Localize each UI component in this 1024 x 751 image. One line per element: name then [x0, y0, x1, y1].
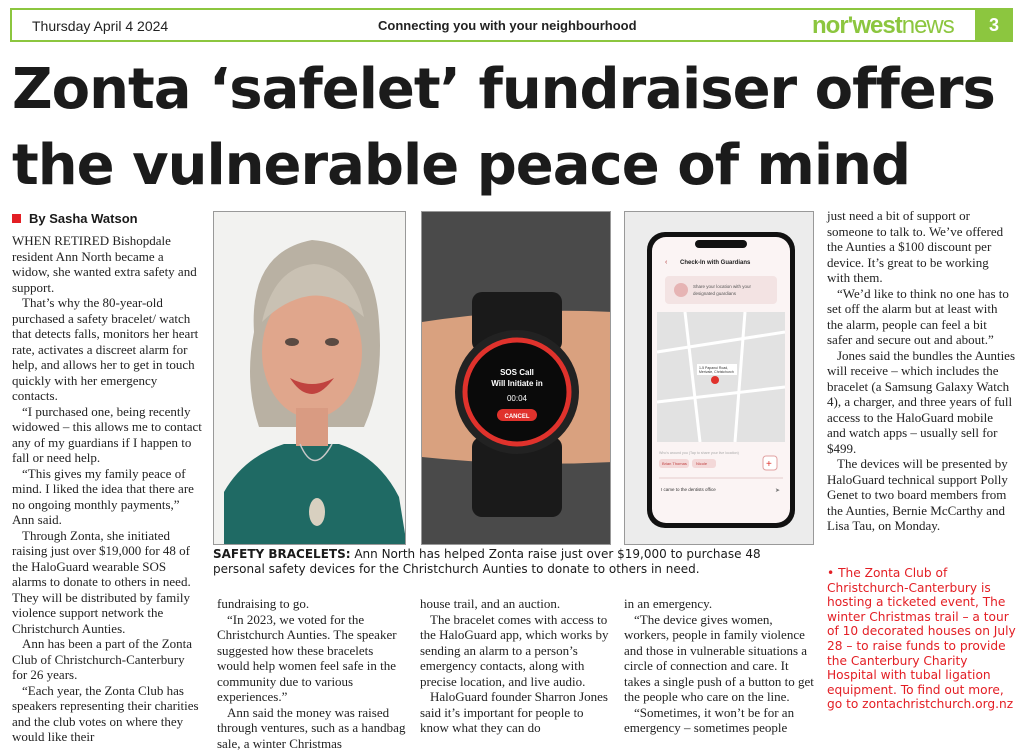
article-paragraph: in an emergency. [624, 596, 713, 611]
watch-illustration [422, 212, 611, 545]
portrait-illustration [214, 212, 406, 545]
article-paragraph: “In 2023, we voted for the Christchurch Aunties. The speaker suggested how these bracelets would help women feel safe in the community due to various experiences.” [217, 611, 397, 704]
svg-text:Nicole: Nicole [696, 461, 708, 466]
page-number: 3 [975, 8, 1013, 42]
svg-text:Merivale, Christchurch: Merivale, Christchurch [699, 370, 734, 374]
page-header [10, 8, 1013, 42]
svg-text:Check-In with Guardians: Check-In with Guardians [680, 260, 751, 266]
article-paragraph: Jones said the bundles the Aunties will receive – which includes the bracelet (a Samsung Galaxy Watch 4), a charger, and three years of full access to the HaloGuard mobile and watch apps – usually sell for $499. [827, 347, 1016, 456]
svg-text:Will Initiate in: Will Initiate in [491, 379, 543, 388]
issue-date: Thursday April 4 2024 [32, 18, 169, 34]
headline-line-1: Zonta ‘safelet’ fundraiser offers [12, 57, 995, 122]
article-paragraph: “Sometimes, it won’t be for an emergency – sometimes people [624, 704, 795, 735]
article-paragraph: The bracelet comes with access to the HaloGuard app, which works by sending an alarm to a person’s emergency contacts, along with precise location, and live audio. [420, 611, 609, 689]
article-column-4 [624, 596, 814, 736]
article-paragraph: just need a bit of support or someone to talk to. We’ve offered the Aunties a $100 discount per device. It’s great to be working with them. [827, 208, 1004, 285]
photo-ann-north [213, 211, 406, 545]
article-column-5 [827, 208, 1015, 534]
masthead-logo: nor'westnews [812, 12, 954, 39]
byline-square-icon [12, 214, 21, 223]
masthead-tagline: Connecting you with your neighbourhood [378, 18, 637, 33]
svg-text:CANCEL: CANCEL [504, 414, 530, 420]
svg-text:+: + [766, 459, 772, 470]
svg-text:➤: ➤ [775, 488, 781, 494]
article-paragraph: “Each year, the Zonta Club has speakers representing their charities and the club votes on where they would like their [12, 682, 199, 744]
caption-text: Ann North has helped Zonta raise just over $19,000 to purchase 48 personal safety devices for the Christchurch Aunties to donate to others in need. [213, 547, 761, 576]
article-paragraph: That’s why the 80-year-old purchased a safety bracelet/ watch that detects falls, monitors her heart rate, activates a discreet alarm for help, and allows her to get in touch quickly with her emergency contacts. [12, 295, 199, 403]
article-paragraph: The devices will be presented by HaloGuard technical support Polly Genet to two board members from the Aunties, Bernie McCarthy and Lisa Tau, on Monday. [827, 456, 1008, 533]
svg-text:I came to the dentists office: I came to the dentists office [661, 487, 716, 492]
headline [12, 52, 1017, 204]
article-paragraph: Through Zonta, she initiated raising just over $19,000 for 48 of the HaloGuard wearable SOS alarms to donate to others in need. They will be distributed by family violence support network the Christchurch Aunties. [12, 527, 191, 636]
article-paragraph: “The device gives women, workers, people in family violence and those in vulnerable situations a circle of connection and care. It takes a single push of a button to get the people who care on the line. [624, 611, 814, 704]
article-paragraph: “We’d like to think no one has to set off the alarm but at least with the alarm, people can feel a bit safer and secure out and about.” [827, 285, 1009, 347]
photo-phone-app [624, 211, 814, 545]
article-paragraph: fundraising to go. [217, 596, 310, 611]
article-paragraph: “This gives my family peace of mind. I liked the idea that there are no ongoing monthly payments,” Ann said. [12, 465, 194, 527]
phone-illustration [625, 212, 814, 545]
article-paragraph: Ann said the money was raised through ventures, such as a handbag sale, a winter Christmas [217, 704, 406, 751]
photo-smartwatch [421, 211, 611, 545]
headline-line-2: the vulnerable peace of mind [12, 133, 911, 198]
svg-text:‹: ‹ [665, 259, 668, 266]
svg-text:1-5 Papanui Road,: 1-5 Papanui Road, [699, 366, 729, 370]
article-paragraph: house trail, and an auction. [420, 596, 561, 611]
article-column-1 [12, 233, 202, 745]
photo-caption [213, 547, 813, 577]
article-paragraph: Ann has been a part of the Zonta Club of Christchurch-Canterbury for 26 years. [12, 636, 193, 682]
svg-text:00:04: 00:04 [506, 394, 528, 403]
byline: By Sasha Watson [12, 211, 138, 226]
svg-text:Share your location with your: Share your location with your [693, 284, 752, 289]
article-paragraph: “I purchased one, being recently widowed – this allows me to contact any of my guardians if I happen to fall or need help. [12, 403, 202, 465]
article-paragraph: HaloGuard founder Sharron Jones said it’s important for people to know what they can do [420, 689, 608, 735]
svg-text:Who's around you (Tap to share: Who's around you (Tap to share your live location) [659, 451, 739, 455]
article-column-2 [217, 596, 407, 751]
article-paragraph: WHEN RETIRED Bishopdale resident Ann North became a widow, she wanted extra safety and support. [12, 233, 197, 295]
svg-text:SOS Call: SOS Call [500, 368, 534, 377]
event-notice: • The Zonta Club of Christchurch-Canterbury is hosting a ticketed event, The winter Christmas trail – a tour of 10 decorated houses on July 28 – to raise funds to provide the Canterbury Charity Hospital with tubal ligation equipment. To find out more, go to zontachristchurch.org.nz [827, 566, 1016, 712]
svg-text:Brian Thomas: Brian Thomas [662, 461, 687, 466]
svg-text:designated guardians: designated guardians [693, 291, 737, 296]
article-column-3 [420, 596, 610, 736]
caption-label: SAFETY BRACELETS: [213, 547, 351, 561]
